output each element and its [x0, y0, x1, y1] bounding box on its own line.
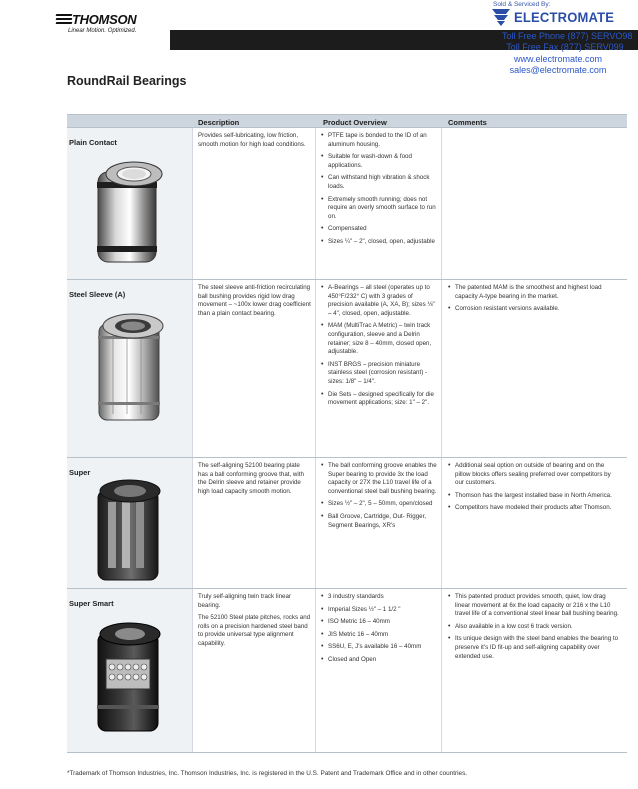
description-text: Truly self-aligning twin track linear bearing. [198, 593, 291, 609]
overview-item: • Can withstand high vibration & shock loads. [320, 174, 438, 191]
overview-item: • Ball Groove, Cartridge, Out- Rigger, Segment Bearings, XR's [320, 513, 438, 530]
comments-cell [442, 589, 627, 752]
bearing-name-cell [67, 458, 193, 588]
description-cell [193, 589, 316, 752]
comments-cell [442, 280, 627, 457]
steel-sleeve-bearing-image [93, 310, 169, 428]
overview-item: • A-Bearings – all steel (operates up to 450°F/232° C) with 3 grades of precision available (A, XA, B); sizes ⅛" – 4", closed, open, adjustable. [320, 284, 438, 318]
page-title: RoundRail Bearings [67, 74, 187, 88]
overview-cell [316, 128, 442, 279]
trademark-footnote: *Trademark of Thomson Industries, Inc. Thomson Industries, Inc. is registered in the U.S. Patent and Trademark Office and in other countries. [67, 770, 468, 777]
overview-item: • The ball conforming groove enables the Super bearing to provide 3x the load capacity or 27X the L10 travel life of a conventional steel ball bushing bearing. [320, 462, 438, 496]
plain-contact-bearing-image [94, 160, 166, 272]
header-blank [67, 115, 193, 127]
comment-item: • The patented MAM is the smoothest and highest load capacity A-type bearing in the market. [447, 284, 619, 301]
description-text: The 52100 Steel plate pitches, rocks and rolls on a precision hardened steel band to provide universal type alignment capability. [198, 614, 311, 647]
overview-item: • Extremely smooth running; does not require an overly smooth surface to run on. [320, 196, 438, 222]
description-text: The self-aligning 52100 bearing plate has a ball conforming groove that, with the Delrin sleeve and retainer provide high load capacity smooth motion. [198, 462, 304, 495]
overview-item: • Die Sets – designed specifically for die movement applications; size: 1" – 2". [320, 391, 438, 408]
thomson-logo [58, 12, 158, 34]
comment-item: • Also available in a low cost 6 track version. [447, 623, 619, 632]
bearing-name-cell [67, 280, 193, 457]
overview-item: • INST BRGS – precision miniature stainless steel (corrosion resistant) - sizes: 1/8" – 1/4". [320, 361, 438, 387]
overview-item: • Compensated [320, 225, 438, 234]
overview-item: • Sizes ¼" – 2", closed, open, adjustable [320, 238, 438, 247]
company-tagline: Linear Motion. Optimized. [68, 28, 137, 34]
header-overview: Product Overview [323, 118, 387, 127]
overview-item: • SS6U, E, J's available 16 – 40mm [320, 643, 438, 652]
description-text: The steel sleeve anti-friction recirculating ball bushing provides rigid low drag movement – ~100x lower drag coefficient than a plain contact bearing. [198, 284, 311, 317]
website-link[interactable]: www.electromate.com [513, 53, 603, 64]
bearing-name: Super Smart [69, 599, 114, 608]
overview-cell [316, 280, 442, 457]
bearing-name: Steel Sleeve (A) [69, 290, 126, 299]
sold-by-label: Sold & Serviced By: [493, 1, 551, 8]
comment-item: • Additional seal option on outside of bearing and on the pillow blocks offers sealing preferred over competitors by our customers. [447, 462, 619, 488]
overview-item: • Closed and Open [320, 656, 438, 665]
overview-item: • Suitable for wash-down & food applications. [320, 153, 438, 170]
super-smart-bearing-image [92, 619, 166, 739]
overview-cell [316, 458, 442, 588]
table-row [67, 128, 627, 280]
description-text: Provides self-lubricating, low friction, smooth motion for high load conditions. [198, 132, 306, 148]
table-row [67, 589, 627, 753]
comment-item: • This patented product provides smooth, quiet, low drag linear movement at 6x the load capacity or 216 x the L10 travel life of a conventional steel linear ball bushing bearing. [447, 593, 619, 619]
thomson-logo-icon [56, 14, 72, 24]
overview-item: • PTFE tape is bonded to the ID of an aluminum housing. [320, 132, 438, 149]
description-cell [193, 128, 316, 279]
overview-item: • JIS Metric 16 – 40mm [320, 631, 438, 640]
overview-item: • ISO Metric 16 – 40mm [320, 618, 438, 627]
comment-item: • Competitors have modeled their products after Thomson. [447, 504, 619, 513]
overview-item: • MAM (MultiTrac A Metric) – twin track configuration, sleeve and a Delrin retainer; size 8 – 40mm, closed open, adjustable. [320, 322, 438, 356]
comments-cell [442, 458, 627, 588]
bearings-table [67, 114, 627, 753]
bearing-name: Plain Contact [69, 138, 117, 147]
table-row [67, 458, 627, 589]
header-comments: Comments [448, 118, 487, 127]
toll-free-phone: Toll Free Phone (877) SERVO98 [502, 31, 633, 41]
email-link[interactable]: sales@electromate.com [509, 64, 607, 75]
overview-item: • Imperial Sizes ½" – 1 1/2 " [320, 606, 438, 615]
table-row [67, 280, 627, 458]
bearing-name-cell [67, 589, 193, 752]
dealer-name: ELECTROMATE [514, 9, 615, 26]
bearing-name-cell [67, 128, 193, 279]
overview-item: • Sizes ½" – 2", 5 – 50mm, open/closed [320, 500, 438, 509]
comment-item: • Its unique design with the steel band enables the bearing to preserve it's ID fit-up and self-aligning capability over extended use. [447, 635, 619, 661]
bearing-name: Super [69, 468, 91, 477]
description-cell [193, 280, 316, 457]
comment-item: • Thomson has the largest installed base in North America. [447, 492, 619, 501]
super-bearing-image [92, 476, 166, 586]
table-header [67, 114, 627, 128]
company-name: THOMSON [72, 12, 137, 27]
comment-item: • Corrosion resistant versions available. [447, 305, 619, 314]
comments-cell [442, 128, 627, 279]
overview-item: • 3 industry standards [320, 593, 438, 602]
dealer-logo [491, 9, 614, 26]
header-description: Description [198, 118, 240, 127]
dealer-contact [488, 31, 633, 76]
electromate-logo-icon [491, 9, 511, 26]
description-cell [193, 458, 316, 588]
overview-cell [316, 589, 442, 752]
toll-free-fax: Toll Free Fax (877) SERV099 [506, 42, 624, 53]
